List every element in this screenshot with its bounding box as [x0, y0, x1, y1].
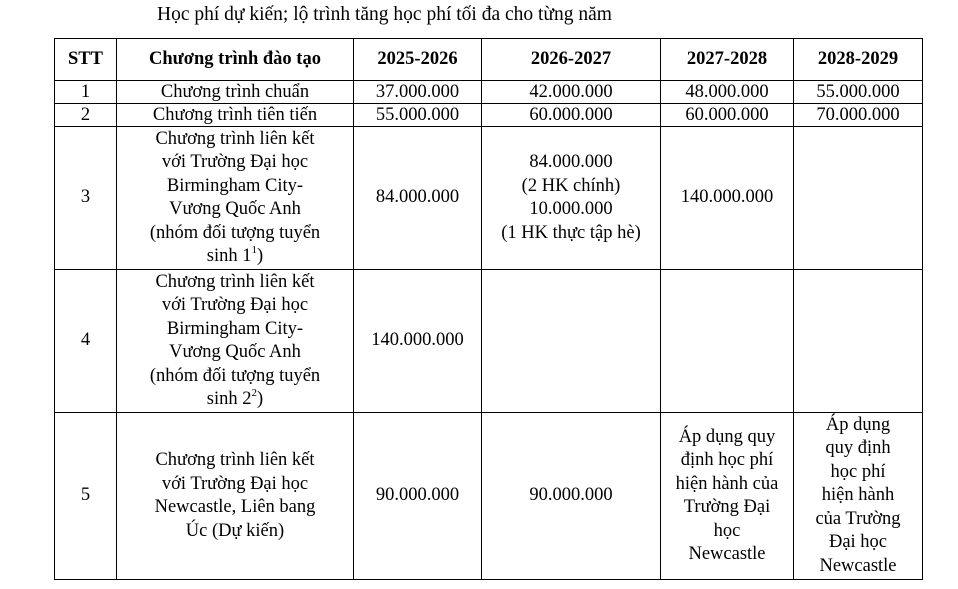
header-stt: STT	[55, 39, 117, 81]
header-row	[55, 39, 923, 81]
table-row	[55, 270, 923, 413]
fee-2028-2029: 70.000.000	[794, 104, 923, 127]
header-program: Chương trình đào tạo	[117, 39, 354, 81]
fee-2027-2028: 60.000.000	[661, 104, 794, 127]
fee-2025-2026: 37.000.000	[354, 81, 482, 104]
fee-2028-2029: 55.000.000	[794, 81, 923, 104]
header-2025-2026: 2025-2026	[354, 39, 482, 81]
fee-2026-2027: 84.000.000 (2 HK chính) 10.000.000 (1 HK thực tập hè)	[482, 127, 661, 270]
fee-2026-2027	[482, 270, 661, 413]
row-program: Chương trình chuẩn	[117, 81, 354, 104]
fee-2025-2026: 140.000.000	[354, 270, 482, 413]
fee-2025-2026: 84.000.000	[354, 127, 482, 270]
row-stt: 3	[55, 127, 117, 270]
row-program: Chương trình liên kết với Trường Đại học Birmingham City- Vương Quốc Anh (nhóm đối tượng tuyển $\sinh 2^2$)	[117, 270, 354, 413]
table-row	[55, 413, 923, 580]
fee-2027-2028: 140.000.000	[661, 127, 794, 270]
fee-2025-2026: 55.000.000	[354, 104, 482, 127]
fee-2028-2029	[794, 127, 923, 270]
header-2026-2027: 2026-2027	[482, 39, 661, 81]
header-2028-2029: 2028-2029	[794, 39, 923, 81]
header-2027-2028: 2027-2028	[661, 39, 794, 81]
row-stt: 5	[55, 413, 117, 580]
fee-2027-2028	[661, 270, 794, 413]
fee-2026-2027: 90.000.000	[482, 413, 661, 580]
fee-2027-2028: Áp dụng quy định học phí hiện hành của Trường Đại học Newcastle	[661, 413, 794, 580]
table-row	[55, 81, 923, 104]
table-row	[55, 104, 923, 127]
fee-2028-2029	[794, 270, 923, 413]
fee-2027-2028: 48.000.000	[661, 81, 794, 104]
fee-2026-2027: 60.000.000	[482, 104, 661, 127]
table-row	[55, 127, 923, 270]
row-program: Chương trình liên kết với Trường Đại học Newcastle, Liên bang Úc (Dự kiến)	[117, 413, 354, 580]
row-program: Chương trình liên kết với Trường Đại học Birmingham City- Vương Quốc Anh (nhóm đối tượng tuyển $\sinh 1^1$)	[117, 127, 354, 270]
fee-2025-2026: 90.000.000	[354, 413, 482, 580]
row-stt: 4	[55, 270, 117, 413]
row-program: Chương trình tiên tiến	[117, 104, 354, 127]
row-stt: 1	[55, 81, 117, 104]
tuition-fee-table	[54, 38, 923, 580]
footnote-marker: 2	[251, 386, 258, 399]
table-caption: Học phí dự kiến; lộ trình tăng học phí tối đa cho từng năm	[157, 4, 612, 25]
fee-2028-2029: Áp dụng quy định học phí hiện hành của Trường Đại học Newcastle	[794, 413, 923, 580]
footnote-marker: 1	[251, 243, 258, 256]
row-stt: 2	[55, 104, 117, 127]
fee-2026-2027: 42.000.000	[482, 81, 661, 104]
